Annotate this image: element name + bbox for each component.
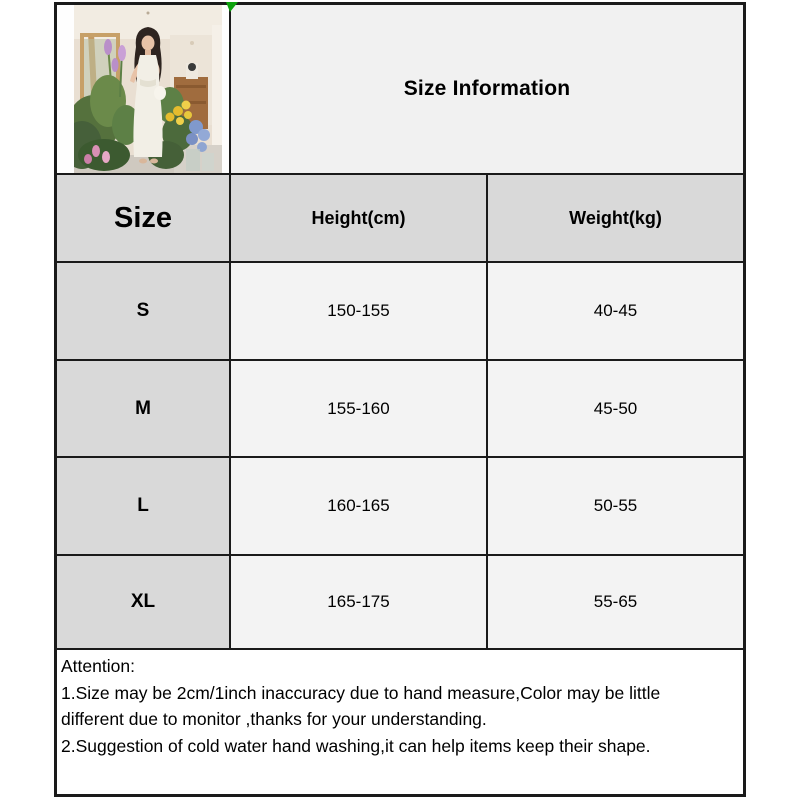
attention-heading: Attention:	[61, 656, 135, 676]
row-xl-size-cell: XL	[57, 556, 229, 648]
row-l-size-cell: L	[57, 458, 229, 554]
row-l-weight-cell: 50-55	[488, 458, 743, 554]
attention-line-2: different due to monitor ,thanks for your understanding.	[61, 709, 487, 729]
row-xl-weight-cell: 55-65	[488, 556, 743, 648]
size-info-sheet	[54, 2, 746, 797]
header-cell-height: Height(cm)	[231, 175, 486, 261]
row-m-weight-cell: 45-50	[488, 361, 743, 456]
row-l-height-cell: 160-165	[231, 458, 486, 554]
attention-line-3: 2.Suggestion of cold water hand washing,it can help items keep their shape.	[61, 735, 651, 756]
row-m-size-cell: M	[57, 361, 229, 456]
header-cell-weight: Weight(kg)	[488, 175, 743, 261]
page-title: Size Information	[231, 5, 743, 173]
product-photo	[74, 5, 222, 173]
row-xl-height-cell: 165-175	[231, 556, 486, 648]
row-s-size-cell: S	[57, 263, 229, 359]
row-m-height-cell: 155-160	[231, 361, 486, 456]
row-s-height-cell: 150-155	[231, 263, 486, 359]
header-cell-size: Size	[57, 175, 229, 261]
product-photo-illustration	[74, 5, 222, 173]
green-corner-marker-icon	[226, 2, 238, 12]
attention-line-1: 1.Size may be 2cm/1inch inaccuracy due to hand measure,Color may be little	[61, 682, 661, 703]
row-s-weight-cell: 40-45	[488, 263, 743, 359]
attention-note	[57, 650, 743, 794]
product-photo-cell	[57, 5, 229, 173]
